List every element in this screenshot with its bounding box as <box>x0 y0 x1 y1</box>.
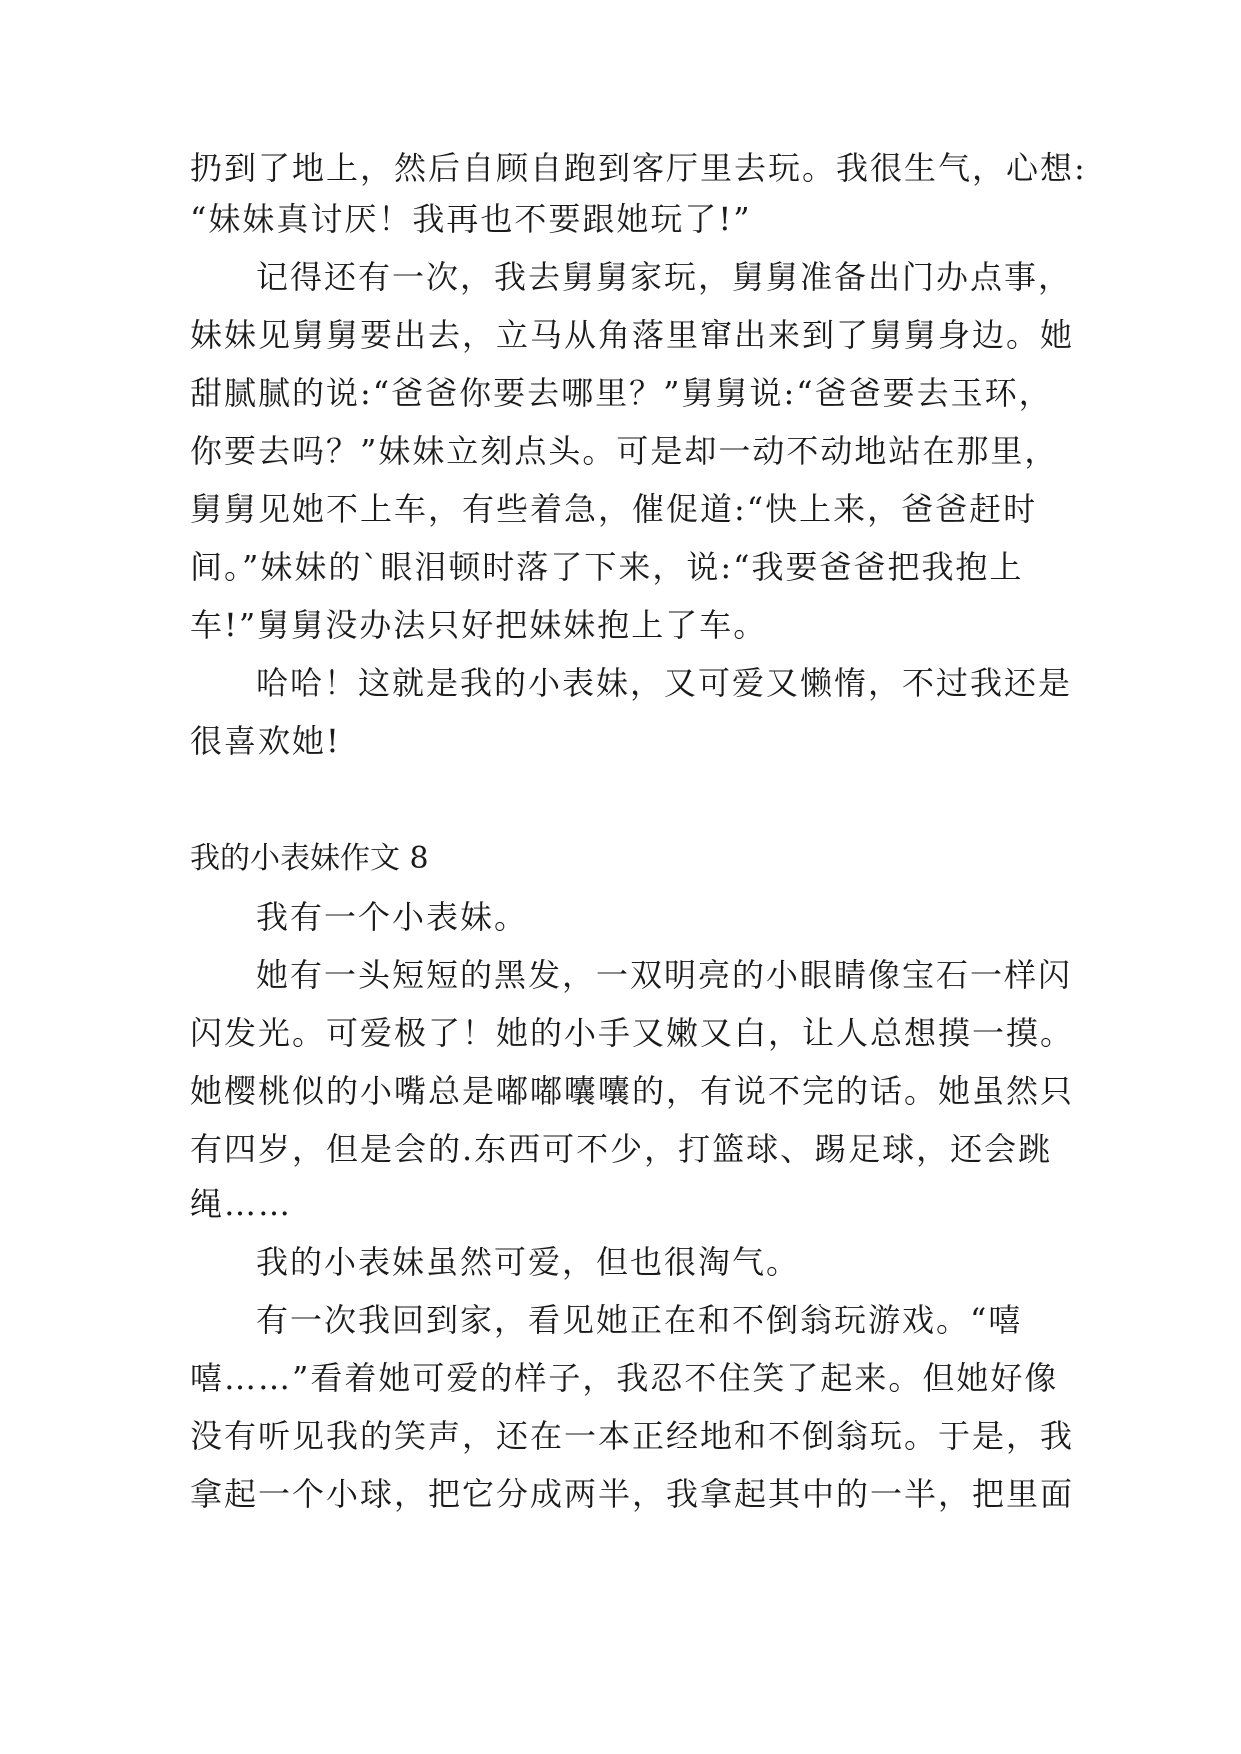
text-line: 舅舅见她不上车，有些着急，催促道:“快上来，爸爸赶时 <box>190 490 1038 528</box>
text-line: 有四岁，但是会的.东西可不少，打篮球、踢足球，还会跳 <box>190 1130 1053 1168</box>
text-line: “妹妹真讨厌！我再也不要跟她玩了!” <box>190 200 752 238</box>
paragraph-start: 记得还有一次，我去舅舅家玩，舅舅准备出门办点事， <box>256 258 1073 296</box>
text-line: 你要去吗？”妹妹立刻点头。可是却一动不动地站在那里， <box>190 432 1059 470</box>
text-line: 绳…… <box>190 1185 293 1223</box>
paragraph-start: 有一次我回到家，看见她正在和不倒翁玩游戏。“嘻 <box>256 1301 1023 1339</box>
paragraph-start: 我有一个小表妹。 <box>256 898 529 936</box>
paragraph-start: 哈哈！这就是我的小表妹，又可爱又懒惰，不过我还是 <box>256 664 1073 702</box>
paragraph-start: 她有一头短短的黑发，一双明亮的小眼睛像宝石一样闪 <box>256 956 1073 994</box>
section-title: 我的小表妹作文 8 <box>190 841 429 876</box>
paragraph-start: 我的小表妹虽然可爱，但也很淘气。 <box>256 1243 801 1281</box>
text-line: 没有听见我的笑声，还在一本正经地和不倒翁玩。于是，我 <box>190 1417 1075 1455</box>
text-line: 闪发光。可爱极了！她的小手又嫩又白，让人总想摸一摸。 <box>190 1014 1075 1052</box>
text-line: 甜腻腻的说:“爸爸你要去哪里？”舅舅说:“爸爸要去玉环， <box>190 374 1053 412</box>
text-line: 车!”舅舅没办法只好把妹妹抱上了车。 <box>190 606 768 644</box>
text-line: 妹妹见舅舅要出去，立马从角落里窜出来到了舅舅身边。她 <box>190 316 1075 354</box>
text-line: 间。”妹妹的`眼泪顿时落了下来，说:“我要爸爸把我抱上 <box>190 548 1024 586</box>
text-line: 拿起一个小球，把它分成两半，我拿起其中的一半，把里面 <box>190 1475 1075 1513</box>
text-line: 扔到了地上，然后自顾自跑到客厅里去玩。我很生气，心想: <box>190 149 1087 187</box>
text-line: 很喜欢她! <box>190 722 341 760</box>
text-line: 她樱桃似的小嘴总是嘟嘟囔囔的，有说不完的话。她虽然只 <box>190 1072 1075 1110</box>
text-line: 嘻……”看着她可爱的样子，我忍不住笑了起来。但她好像 <box>190 1359 1059 1397</box>
